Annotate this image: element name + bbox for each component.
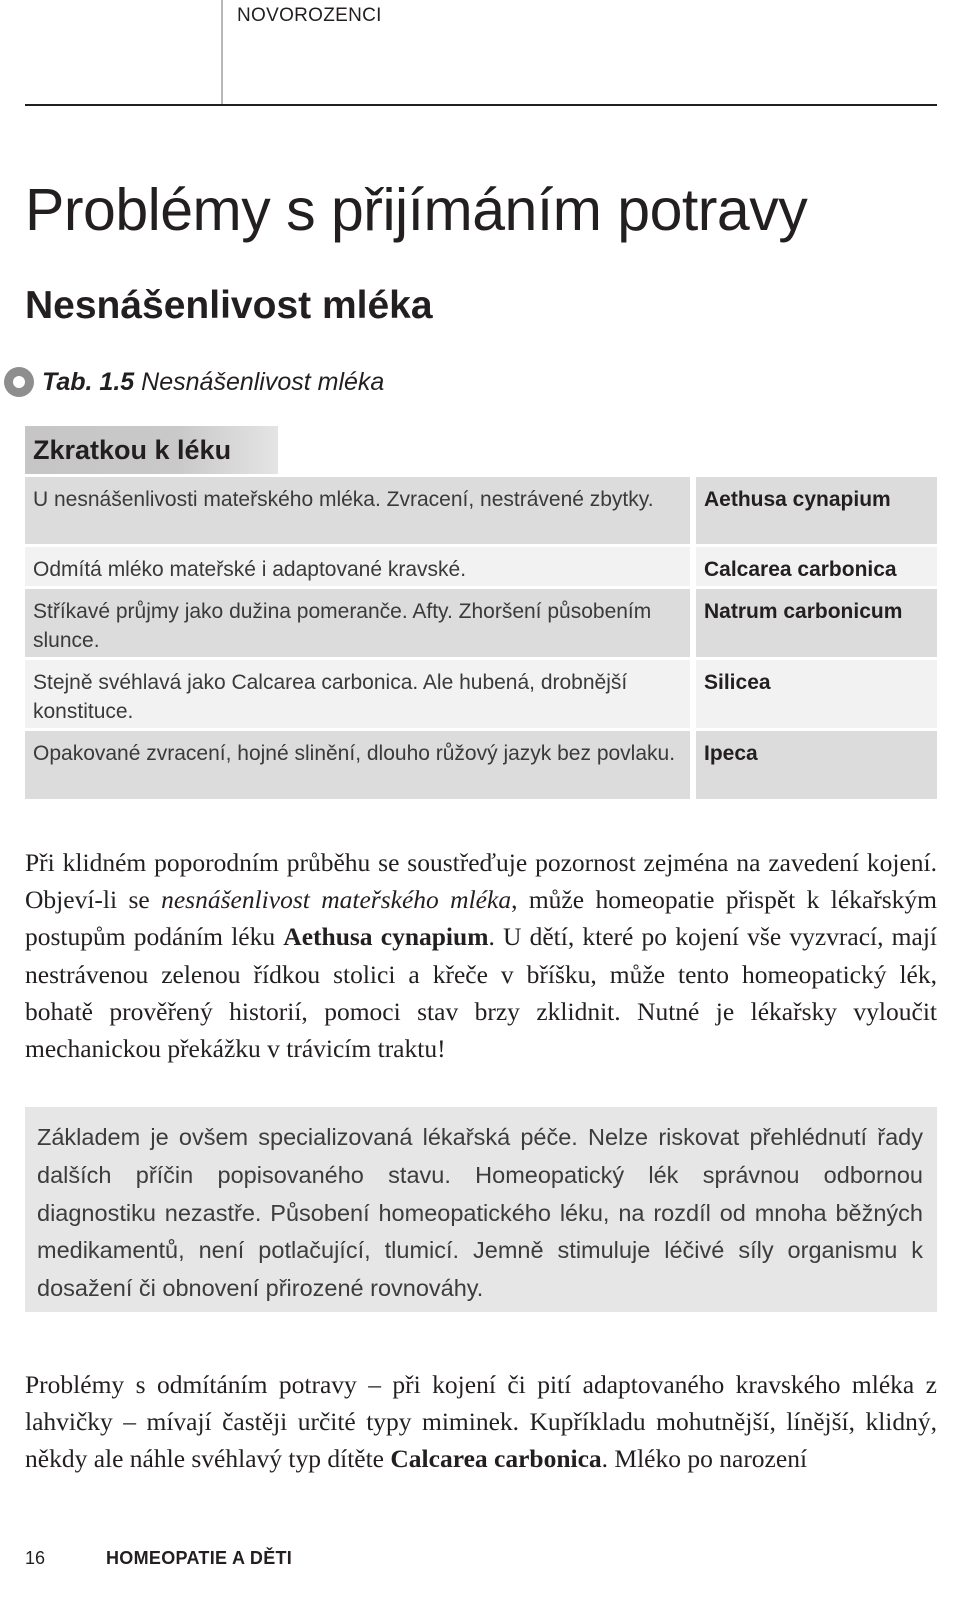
page-title: Problémy s přijímáním potravy — [25, 177, 808, 243]
page-number: 16 — [25, 1548, 46, 1568]
row-symptom: U nesnášenlivosti mateřského mléka. Zvracení, nestrávené zbytky. — [25, 477, 690, 544]
paragraph-text: Problémy s odmítáním potravy – při kojení či pití adaptovaného kravského mléka z lahvičky – mívají častěji určité typy miminek. Kupříkladu mohutnější, línější, klidný, někdy ale náhle svéhlavý typ dítěte — [25, 1370, 937, 1474]
row-remedy: Silicea — [696, 660, 937, 728]
note-text: Základem je ovšem specializovaná lékařská péče. Nelze riskovat přehlédnutí řady dalších příčin popisovaného stavu. Homeopatický lék správnou odbornou diagnostiku nezastře. Působení homeopatického léku, na rozdíl od mnoha běžných medikamentů, není potlačující, tlumicí. Jemně stimuluje léčivé síly organismu k dosažení či obnovení přirozené rovnováhy. — [37, 1124, 923, 1302]
paragraph-text: Při klidném poporodním průběhu se soustřeďuje pozornost zejména na zavedení kojení. Objeví-li se — [25, 848, 937, 915]
header-rule — [25, 104, 937, 106]
paragraph-remedy-name: Aethusa cynapium — [283, 922, 489, 952]
section-title: Nesnášenlivost mléka — [25, 284, 433, 327]
row-remedy: Calcarea carbonica — [696, 547, 937, 586]
note-box — [25, 1107, 937, 1312]
row-symptom: Stříkavé průjmy jako dužina pomeranče. Afty. Zhoršení působením slunce. — [25, 589, 690, 657]
bullet-icon — [4, 367, 34, 397]
row-remedy: Aethusa cynapium — [696, 477, 937, 544]
table-row — [25, 477, 937, 544]
table-row — [25, 547, 937, 586]
row-remedy: Natrum carbonicum — [696, 589, 937, 657]
table-row — [25, 731, 937, 799]
table-row — [25, 660, 937, 728]
running-header-section: NOVOROZENCI — [237, 5, 382, 26]
paragraph-remedy-name: Calcarea carbonica — [390, 1444, 602, 1474]
shortcut-heading: Zkratkou k léku — [33, 435, 232, 465]
paragraph-italic-term: nesnášenlivost mateřského mléka — [161, 885, 512, 915]
row-symptom: Odmítá mléko mateřské i adaptované kravské. — [25, 547, 690, 586]
header-divider-vertical — [221, 0, 223, 106]
paragraph-text: . U dětí, které po kojení vše vyzvrací, mají nestrávenou zelenou řídkou stolici a křeče v bříšku, může tento homeopatický lék, bohatě prověřený historií, pomoci stav brzy zklidnit. Nutné je lékařsky vyloučit mechanickou překážku v trávicím traktu! — [25, 922, 937, 1064]
row-symptom: Stejně svéhlavá jako Calcarea carbonica. Ale hubená, drobnější konstituce. — [25, 660, 690, 728]
table-caption-label: Tab. 1.5 — [42, 367, 135, 396]
table-caption-name: Nesnášenlivost mléka — [141, 367, 385, 396]
body-paragraph-1 — [25, 844, 937, 1067]
row-remedy: Ipeca — [696, 731, 937, 799]
row-symptom: Opakované zvracení, hojné slinění, dlouho růžový jazyk bez povlaku. — [25, 731, 690, 799]
body-paragraph-2 — [25, 1366, 937, 1478]
table-row — [25, 589, 937, 657]
table-caption — [4, 366, 384, 398]
book-title-footer: HOMEOPATIE A DĚTI — [106, 1548, 293, 1568]
paragraph-text: , může homeopatie přispět k lékařským postupům podáním léku — [25, 885, 937, 952]
paragraph-text: . Mléko po narození — [601, 1444, 808, 1474]
shortcut-heading-bar — [25, 426, 278, 474]
